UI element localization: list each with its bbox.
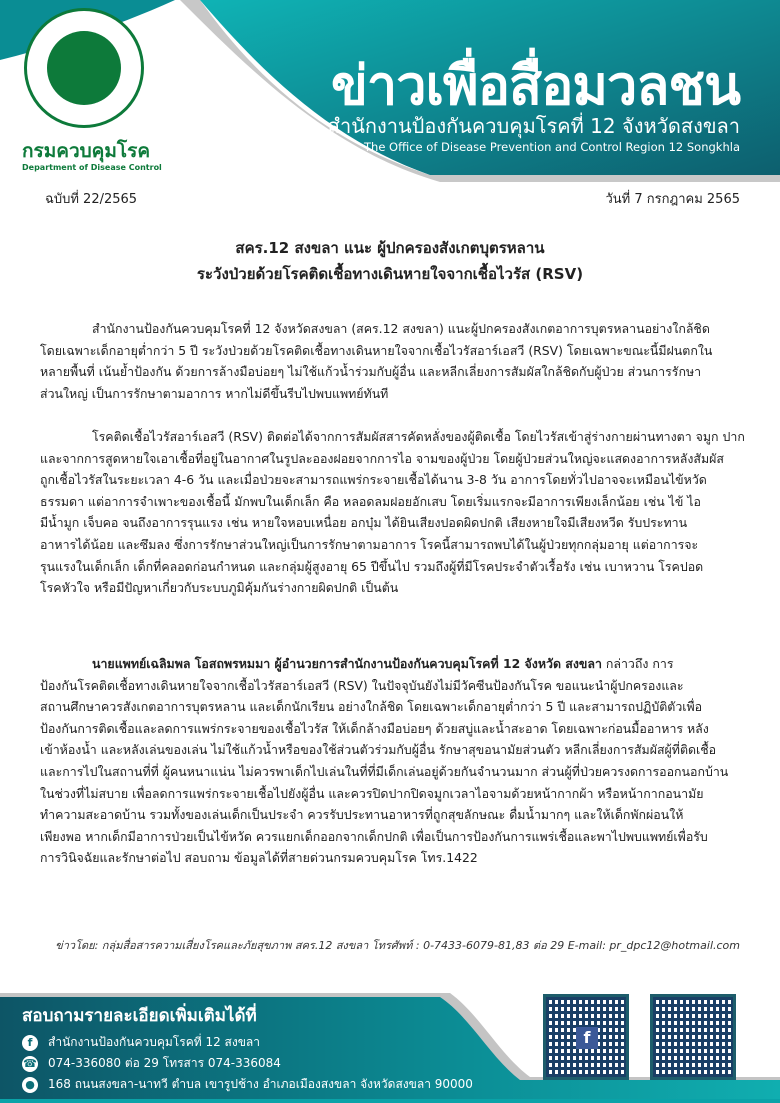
text-line: ในช่วงที่ไม่สบาย เพื่อลดการแพร่กระจายเชื้อไปยังผู้อื่น และควรปิดปากปิดจมูกเวลาไอจามด้วยหน้ากากผ้า หรือหน้ากากอนามัย [40, 785, 704, 801]
text-line: เพียงพอ หากเด็กมีอาการป่วยเป็นไข้หวัด ควรแยกเด็กออกจากเด็กปกติ เพื่อเป็นการป้องกันการแพร่เชื้อและพาไปพบแพทย์เพื่อรับ [40, 828, 708, 844]
text-line: โดยเฉพาะเด็กอายุต่ำกว่า 5 ปี ระวังป่วยด้วยโรคติดเชื้อทางเดินหายใจจากเชื้อไวรัสอาร์เอสวี (RSV) โดยเฉพาะขณะนี้มีฝนตกใน [40, 342, 713, 358]
text-line: และจากการสูดหายใจเอาเชื้อที่อยู่ในอากาศในรูปละอองฝอยจากการไอ จามของผู้ป่วย โดยผู้ป่วยส่วนใหญ่จะแสดงอาการหลังสัมผัส [40, 450, 724, 466]
phone-numbers: 074-336080 ต่อ 29 โทรสาร 074-336084 [48, 1056, 281, 1070]
qr-code [650, 994, 736, 1080]
text-line: ป้องกันการติดเชื้อและลดการแพร่กระจายของเชื้อไวรัส ให้เด็กล้างมือบ่อยๆ ด้วยสบู่และน้ำสะอาด โดยเฉพาะก่อนมื้ออาหาร หลัง [40, 720, 709, 736]
news-credit: ข่าวโดย: กลุ่มสื่อสารความเสี่ยงโรคและภัยสุขภาพ สคร.12 สงขลา โทรศัพท์ : 0-7433-6079-81,83 ต่อ 29 E-mail: pr_dpc12@hotmail.com [55, 939, 740, 952]
facebook-page-name: สำนักงานป้องกันควบคุมโรคที่ 12 สงขลา [48, 1035, 261, 1049]
address-text: 168 ถนนสงขลา-นาทวี ตำบล เขารูปช้าง อำเภอเมืองสงขลา จังหวัดสงขลา 90000 [48, 1077, 473, 1091]
facebook-icon: f [576, 1027, 598, 1049]
text-line: ป้องกันโรคติดเชื้อทางเดินหายใจจากเชื้อไวรัสอาร์เอสวี (RSV) ในปัจจุบันยังไม่มีวัคซีนป้องกันโรค ขอแนะนำผู้ปกครองและ [40, 677, 684, 693]
text-line: สำนักงานป้องกันควบคุมโรคที่ 12 จังหวัดสงขลา (สคร.12 สงขลา) แนะผู้ปกครองสังเกตอาการบุตรหลานอย่างใกล้ชิด [92, 321, 710, 336]
footer-phone [22, 1054, 281, 1073]
text-line: โรคติดเชื้อไวรัสอาร์เอสวี (RSV) ติดต่อได้จากการสัมผัสสารคัดหลั่งของผู้ติดเชื้อ โดยไวรัสเข้าสู่ร่างกายผ่านทางตา จมูก ปาก [92, 429, 745, 444]
ministry-logo [24, 8, 144, 128]
footer-address [22, 1075, 473, 1094]
text-line: และการไปในสถานที่ที่ ผู้คนหนาแน่น ไม่ควรพาเด็กไปเล่นในที่ที่มีเด็กเล่นอยู่ด้วยกันจำนวนมาก ส่วนผู้ที่ป่วยควรงดการออกนอกบ้าน [40, 763, 729, 779]
text-line [40, 653, 740, 675]
banner-title: ข่าวเพื่อสื่อมวลชน [330, 54, 740, 117]
facebook-qr-code [543, 994, 629, 1080]
text-line: หลายพื้นที่ เน้นย้ำป้องกัน ด้วยการล้างมือบ่อยๆ ไม่ใช้แก้วน้ำร่วมกับผู้อื่น และหลีกเลี่ยงการสัมผัสใกล้ชิดกับผู้ป่วย ส่วนการรักษา [40, 364, 702, 380]
headline-line-1: สคร.12 สงขลา แนะ ผู้ปกครองสังเกตบุตรหลาน [235, 239, 545, 257]
director-name: นายแพทย์เฉลิมพล โอสถพรหมมา ผู้อำนวยการสำนักงานป้องกันควบคุมโรคที่ 12 จังหวัด สงขลา [92, 656, 602, 671]
text-line: เข้าห้องน้ำ และหลังเล่นของเล่น ไม่ใช้แก้วน้ำหรือของใช้ส่วนตัวร่วมกับผู้อื่น รักษาสุขอนามัยส่วนตัว หลีกเลี่ยงการสัมผัสผู้ที่ติดเชื้อ [40, 742, 717, 758]
paragraph-2 [40, 426, 745, 599]
department-name-thai: กรมควบคุมโรค [22, 140, 151, 162]
text-line: มีน้ำมูก เจ็บคอ จนถึงอาการรุนแรง เช่น หายใจหอบเหนื่อย อกบุ๋ม ได้ยินเสียงปอดผิดปกติ เสียงหายใจมีเสียงหวีด รับประทาน [40, 515, 688, 531]
banner-subtitle: สำนักงานป้องกันควบคุมโรคที่ 12 จังหวัดสงขลา [327, 114, 740, 138]
footer-facebook[interactable] [22, 1033, 260, 1052]
text-line: อาหารได้น้อย และซึมลง ซึ่งการรักษาส่วนใหญ่เป็นการรักษาตามอาการ โรคนี้สามารถพบได้ในผู้ป่วยทุกกลุ่มอายุ แต่อาการจะ [40, 536, 699, 552]
text-fragment: กล่าวถึง การ [601, 656, 674, 671]
paragraph-1 [40, 318, 740, 404]
issue-number: ฉบับที่ 22/2565 [45, 192, 138, 207]
text-line: รุนแรงในเด็กเล็ก เด็กที่คลอดก่อนกำหนด และกลุ่มผู้สูงอายุ 65 ปีขึ้นไป รวมถึงผู้ที่มีโรคประจำตัวเรื้อรัง เช่น เบาหวาน โรคปอด [40, 558, 704, 574]
text-line: โรคหัวใจ หรือมีปัญหาเกี่ยวกับระบบภูมิคุ้มกันร่างกายผิดปกติ เป็นต้น [40, 580, 399, 596]
phone-icon: ☎ [23, 1057, 37, 1070]
text-line: สถานศึกษาควรสังเกตอาการบุตรหลาน และเด็กนักเรียน อย่างใกล้ชิด โดยเฉพาะเด็กอายุต่ำกว่า 5 ปี และสามารถปฏิบัติตัวเพื่อ [40, 699, 703, 715]
text-line: ธรรมดา แต่อาการจำเพาะของเชื้อนี้ มักพบในเด็กเล็ก คือ หลอดลมฝอยอักเสบ โดยเริ่มแรกจะมีอาการเพียงเล็กน้อย เช่น ไข้ ไอ [40, 493, 701, 509]
text-line: การวินิจฉัยและรักษาต่อไป สอบถาม ข้อมูลได้ที่สายด่วนกรมควบคุมโรค โทร.1422 [40, 850, 478, 866]
department-name-english: Department of Disease Control [22, 163, 162, 172]
footer-title: สอบถามรายละเอียดเพิ่มเติมได้ที่ [22, 1006, 257, 1026]
issue-date: วันที่ 7 กรกฎาคม 2565 [605, 192, 740, 207]
paragraph-3 [40, 653, 740, 869]
location-pin-icon: ● [22, 1077, 38, 1093]
facebook-icon: f [22, 1035, 38, 1051]
headline-line-2: ระวังป่วยด้วยโรคติดเชื้อทางเดินหายใจจากเชื้อไวรัส (RSV) [196, 265, 584, 283]
banner-subtitle-english: The Office of Disease Prevention and Control Region 12 Songkhla [364, 140, 740, 154]
text-line: ทำความสะอาดบ้าน รวมทั้งของเล่นเด็กเป็นประจำ ควรรับประทานอาหารที่ถูกสุขลักษณะ ดื่มน้ำมากๆ และให้เด็กพักผ่อนให้ [40, 807, 684, 823]
text-line: ส่วนใหญ่ เป็นการรักษาตามอาการ หากไม่ดีขึ้นรีบไปพบแพทย์ทันที [40, 385, 389, 401]
text-line: ถูกเชื้อไวรัสในระยะเวลา 4-6 วัน และเมื่อป่วยจะสามารถแพร่กระจายเชื้อได้นาน 3-8 วัน อาการโดยทั่วไปอาจจะเหมือนไข้หวัด [40, 472, 707, 488]
